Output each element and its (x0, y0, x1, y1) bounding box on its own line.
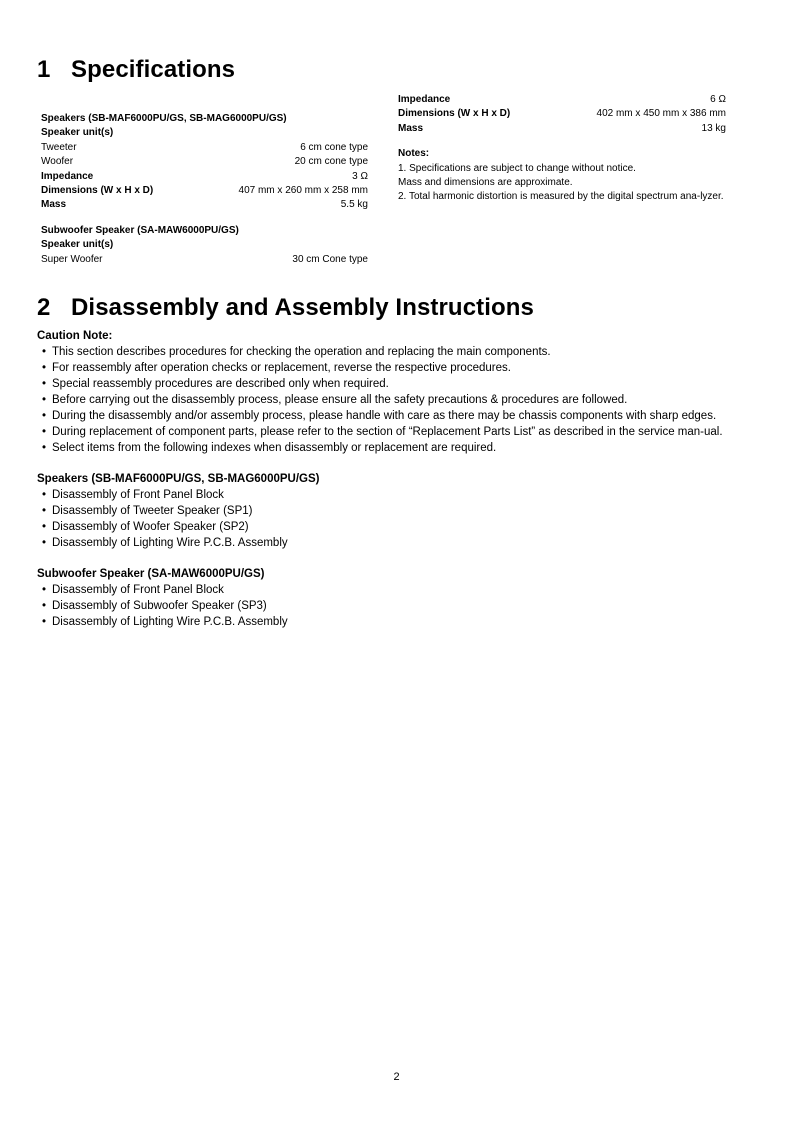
spec-row-super-woofer (41, 253, 368, 267)
speakers-dimensions-value: 407 mm x 260 mm x 258 mm (238, 185, 368, 197)
list-item: • This section describes procedures for checking the operation and replacing the main components. (37, 344, 730, 360)
subwoofer-index-heading: Subwoofer Speaker (SA-MAW6000PU/GS) (37, 568, 265, 580)
subwoofer-dimensions-label: Dimensions (W x H x D) (398, 108, 511, 120)
speakers-spec-heading: Speakers (SB-MAF6000PU/GS, SB-MAG6000PU/GS) (41, 113, 287, 124)
spec-row-sub-impedance (398, 93, 726, 107)
speakers-impedance-value: 3 Ω (352, 170, 368, 182)
speakers-dimensions-label: Dimensions (W x H x D) (41, 185, 154, 197)
list-item: • Before carrying out the disassembly process, please ensure all the safety precautions & procedures are followed. (37, 392, 730, 408)
subwoofer-mass-label: Mass (398, 122, 424, 134)
spec-row-sub-mass (398, 122, 726, 136)
spec-row-impedance (41, 170, 368, 184)
speakers-unit-label: Speaker unit(s) (41, 127, 114, 139)
list-item: • Disassembly of Lighting Wire P.C.B. Assembly (37, 614, 730, 630)
list-item: • Disassembly of Front Panel Block (37, 582, 730, 598)
section-1-number: 1 (37, 56, 51, 83)
subwoofer-impedance-value: 6 Ω (710, 94, 726, 105)
caution-note-label: Caution Note: (37, 330, 113, 342)
list-item: • Disassembly of Subwoofer Speaker (SP3) (37, 598, 730, 614)
section-2-number: 2 (37, 294, 51, 321)
list-item: • Disassembly of Lighting Wire P.C.B. Assembly (37, 535, 730, 551)
subwoofer-dimensions-value: 402 mm x 450 mm x 386 mm (596, 108, 726, 120)
woofer-value: 20 cm cone type (294, 156, 368, 168)
page-number: 2 (393, 1071, 400, 1083)
spec-row-woofer (41, 155, 368, 169)
tweeter-label: Tweeter (41, 141, 77, 153)
super-woofer-value: 30 cm Cone type (292, 253, 368, 265)
speakers-spec-column (41, 112, 368, 267)
subwoofer-spec-heading: Subwoofer Speaker (SA-MAW6000PU/GS) (41, 224, 239, 236)
list-item: • Disassembly of Tweeter Speaker (SP1) (37, 503, 730, 519)
caution-list (37, 344, 730, 456)
spec-row-sub-dimensions (398, 107, 726, 121)
super-woofer-label: Super Woofer (41, 253, 103, 265)
list-item: • Select items from the following indexes when disassembly or replacement are required. (37, 440, 730, 456)
tweeter-value: 6 cm cone type (300, 141, 368, 153)
section-2-title: Disassembly and Assembly Instructions (71, 294, 534, 321)
section-2-heading (37, 294, 534, 322)
speakers-impedance-label: Impedance (41, 170, 94, 182)
list-item: • Disassembly of Front Panel Block (37, 487, 730, 503)
subwoofer-spec-column (398, 93, 726, 205)
section-1-title: Specifications (71, 56, 236, 83)
subwoofer-unit-label: Speaker unit(s) (41, 239, 114, 251)
list-item: • Disassembly of Woofer Speaker (SP2) (37, 519, 730, 535)
spec-row-mass (41, 198, 368, 212)
spec-row-dimensions (41, 184, 368, 198)
note-1-line-2: Mass and dimensions are approximate. (398, 177, 573, 189)
list-item: • For reassembly after operation checks or replacement, reverse the respective procedures. (37, 360, 730, 376)
subwoofer-index-list (37, 582, 730, 630)
spec-row-tweeter (41, 141, 368, 155)
section-1-heading (37, 56, 235, 84)
list-item: • During replacement of component parts, please refer to the section of “Replacement Parts List” as described in the service man-ual. (37, 424, 730, 440)
notes-heading: Notes: (398, 148, 430, 160)
subwoofer-mass-value: 13 kg (701, 122, 726, 134)
woofer-label: Woofer (41, 156, 74, 168)
speakers-mass-value: 5.5 kg (340, 199, 368, 211)
note-1-line-1: 1. Specifications are subject to change without notice. (398, 162, 636, 174)
note-2: 2. Total harmonic distortion is measured by the digital spectrum ana-lyzer. (398, 191, 724, 203)
list-item: • Special reassembly procedures are described only when required. (37, 376, 730, 392)
subwoofer-impedance-label: Impedance (398, 94, 451, 105)
section-2-body (37, 328, 730, 630)
speakers-index-heading: Speakers (SB-MAF6000PU/GS, SB-MAG6000PU/GS) (37, 473, 320, 485)
list-item: • During the disassembly and/or assembly process, please handle with care as there may be chassis components with sharp edges. (37, 408, 730, 424)
speakers-mass-label: Mass (41, 199, 67, 211)
speakers-index-list (37, 487, 730, 551)
